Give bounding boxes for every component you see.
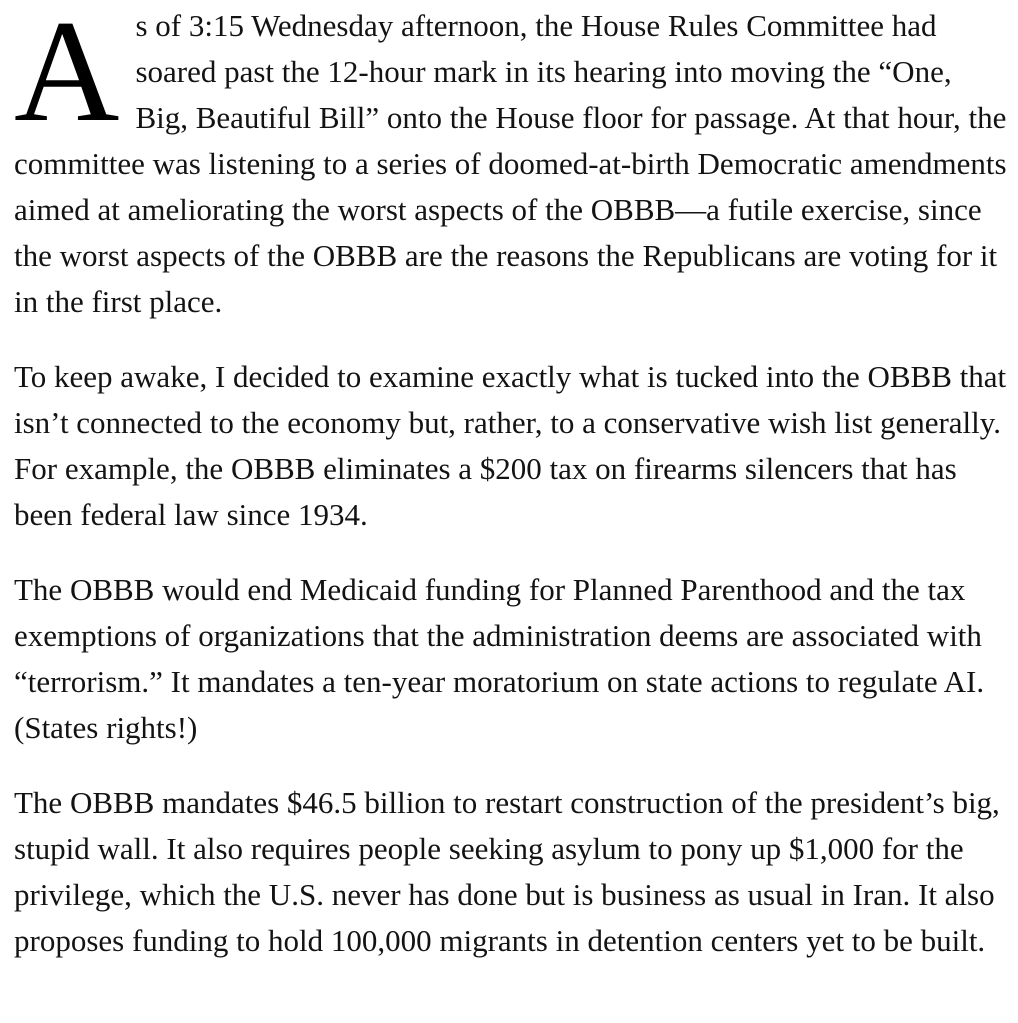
paragraph: The OBBB would end Medicaid funding for Planned Parenthood and the tax exemptions of organizations that the administration deems are associated with “terrorism.” It mandates a ten-year moratorium on state actions to regulate AI. (States rights!) [14,572,985,745]
paragraph: The OBBB mandates $46.5 billion to restart construction of the president’s big, stupid wall. It also requires people seeking asylum to pony up $1,000 for the privilege, which the U.S. never has done but is business as usual in Iran. It also proposes funding to hold 100,000 migrants in detention centers yet to be built. [14,785,1000,958]
paragraph-text: s of 3:15 Wednesday afternoon, the House Rules Committee had soared past the 12-hour mark in its hearing into moving the “One, Big, Beautiful Bill” onto the House floor for passage. At that hour, the committee was listening to a series of doomed-at-birth Democratic amendments aimed at ameliorating the worst aspects of the OBBB—a futile exercise, since the worst aspects of the OBBB are the reasons the Republicans are voting for it in the first place. [14,8,1007,319]
paragraph-lede [14,0,1010,325]
drop-cap-letter: A [14,0,120,152]
paragraph: To keep awake, I decided to examine exactly what is tucked into the OBBB that isn’t connected to the economy but, rather, to a conservative wish list generally. For example, the OBBB eliminates a $200 tax on firearms silencers that has been federal law since 1934. [14,359,1007,532]
